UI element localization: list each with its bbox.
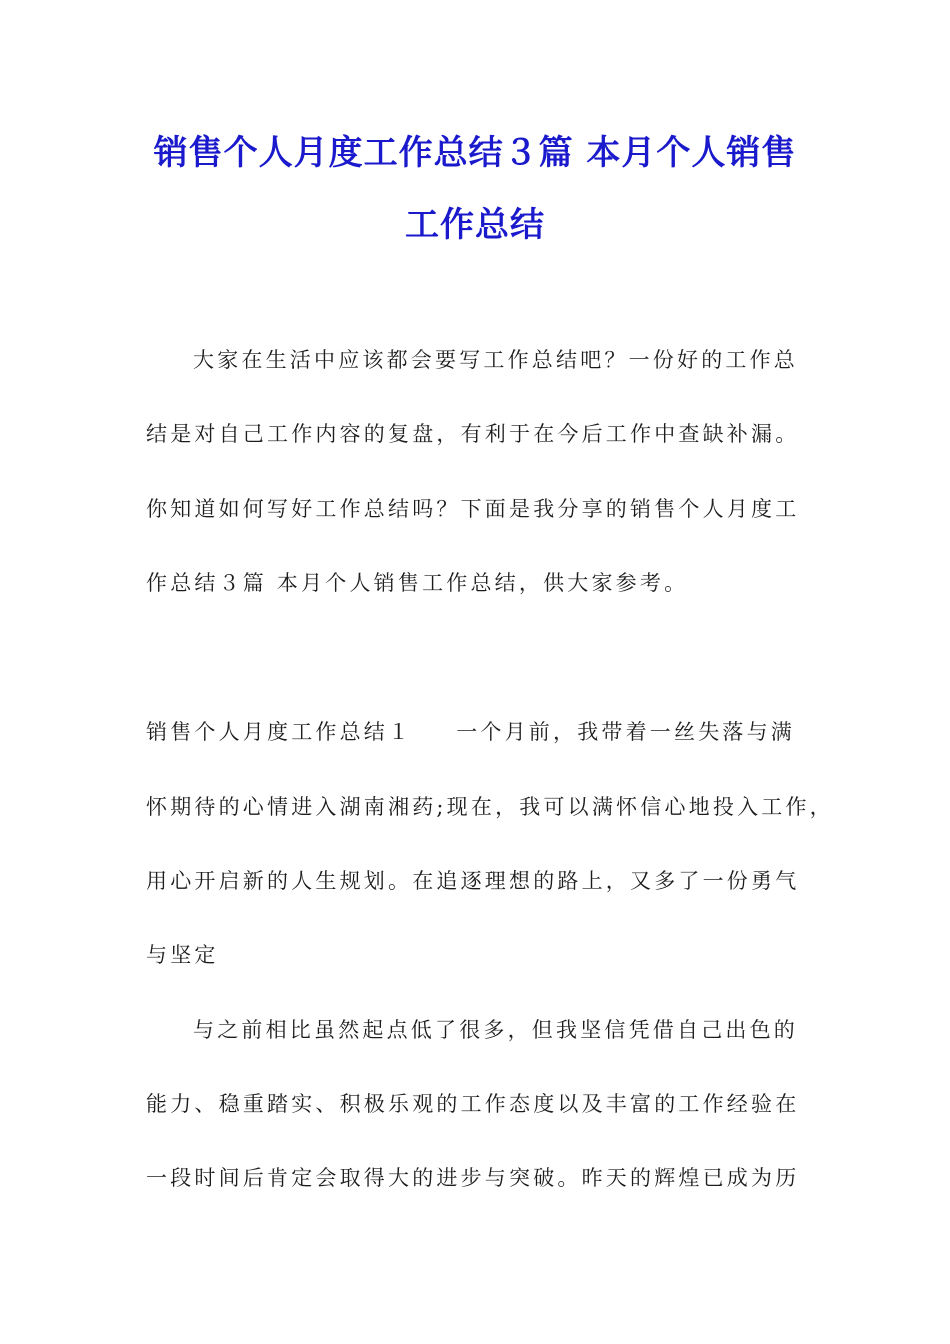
- section-1-first-line: [146, 717, 795, 747]
- section-1-line-4: 与坚定: [146, 943, 219, 967]
- section-1-line-2: 怀期待的心情进入湖南湘药;现在，我可以满怀信心地投入工作，: [146, 795, 834, 819]
- intro-line-2: 结是对自己工作内容的复盘，有利于在今后工作中查缺补漏。: [146, 422, 800, 446]
- section-1-line-1: 一个月前，我带着一丝失落与满: [456, 720, 796, 744]
- document-title-line-2: 工作总结: [405, 205, 545, 245]
- section-1-line-3: 用心开启新的人生规划。在追逐理想的路上，又多了一份勇气: [146, 869, 800, 893]
- intro-line-3: 你知道如何写好工作总结吗？下面是我分享的销售个人月度工: [146, 497, 800, 521]
- intro-line-4: 作总结３篇 本月个人销售工作总结，供大家参考。: [146, 571, 689, 595]
- section-1-heading: 销售个人月度工作总结１: [146, 720, 413, 744]
- para-2-line-2: 能力、稳重踏实、积极乐观的工作态度以及丰富的工作经验在: [146, 1092, 800, 1116]
- intro-line-1: 大家在生活中应该都会要写工作总结吧？一份好的工作总: [193, 348, 798, 372]
- para-2-line-1: 与之前相比虽然起点低了很多，但我坚信凭借自己出色的: [193, 1018, 798, 1042]
- para-2-line-3: 一段时间后肯定会取得大的进步与突破。昨天的辉煌已成为历: [146, 1166, 800, 1190]
- document-title-line-1: 销售个人月度工作总结３篇 本月个人销售: [153, 133, 797, 173]
